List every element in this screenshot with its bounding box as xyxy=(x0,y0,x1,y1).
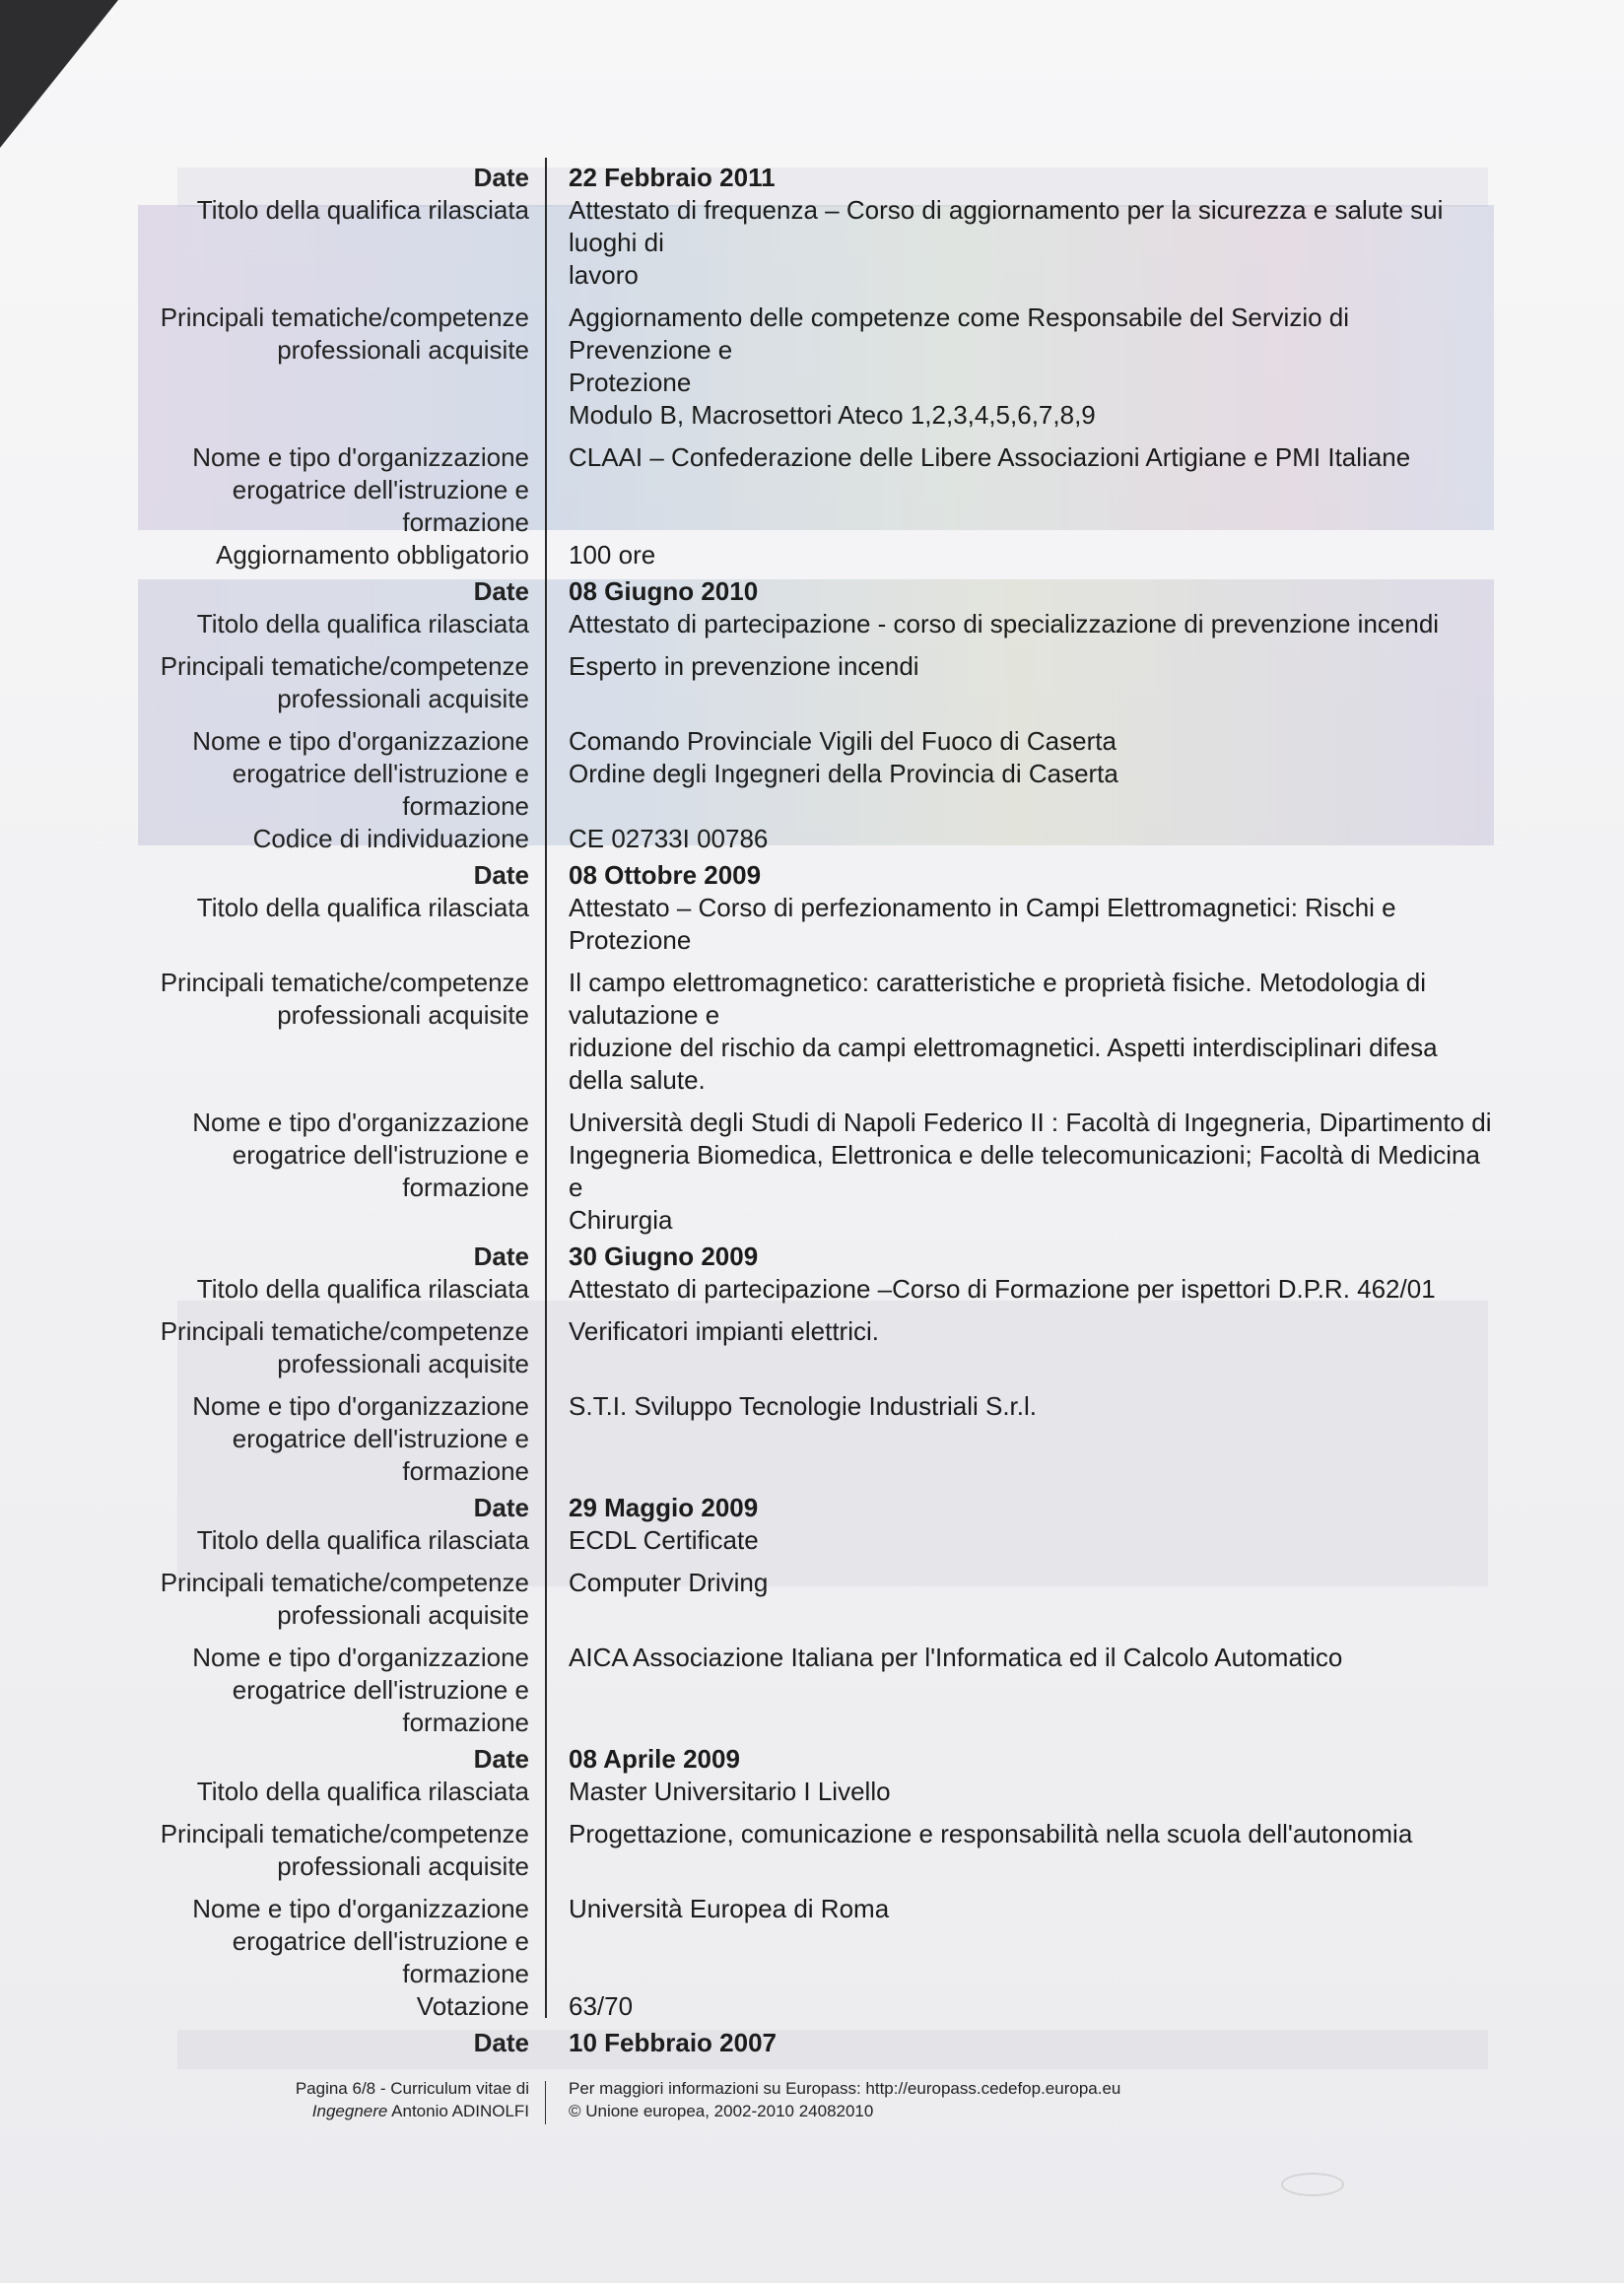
footer-copyright: © Unione europea, 2002-2010 24082010 xyxy=(569,2102,874,2120)
scan-smudge xyxy=(1281,2173,1344,2196)
entry-field-row xyxy=(99,1642,1518,1739)
field-value xyxy=(547,1567,1495,1632)
field-value xyxy=(547,1776,1495,1808)
field-label: Nome e tipo d'organizzazione erogatrice dell'istruzione e formazione xyxy=(192,1894,529,1988)
entry-date-row xyxy=(99,162,1518,194)
field-value xyxy=(547,194,1495,292)
entry-field-row xyxy=(99,1390,1518,1488)
field-label: Nome e tipo d'organizzazione erogatrice dell'istruzione e formazione xyxy=(192,1391,529,1486)
field-value-line: Protezione xyxy=(569,368,692,397)
date-value: 08 Ottobre 2009 xyxy=(569,860,762,890)
field-value-line: S.T.I. Sviluppo Tecnologie Industriali S.r.l. xyxy=(569,1391,1037,1421)
field-value-line: Attestato di partecipazione - corso di specializzazione di prevenzione incendi xyxy=(569,609,1440,638)
field-value-line: Attestato di frequenza – Corso di aggiornamento per la sicurezza e salute sui luoghi di xyxy=(569,195,1444,257)
entry-field-row xyxy=(99,823,1518,855)
footer-right xyxy=(547,2077,1120,2122)
entry-field-row xyxy=(99,1776,1518,1808)
field-value-line: Master Universitario I Livello xyxy=(569,1777,891,1806)
field-value xyxy=(547,1315,1495,1380)
field-value-line: Chirurgia xyxy=(569,1205,673,1235)
field-value xyxy=(547,823,1495,855)
entry-date-row xyxy=(99,2027,1518,2059)
entry-field-row xyxy=(99,1893,1518,1990)
field-label: Titolo della qualifica rilasciata xyxy=(196,1525,529,1555)
field-value xyxy=(547,650,1495,715)
field-value xyxy=(547,1990,1495,2023)
page-footer xyxy=(99,2077,1518,2122)
footer-author-title: Ingegnere xyxy=(311,2102,388,2120)
entry-field-row xyxy=(99,725,1518,823)
field-label: Titolo della qualifica rilasciata xyxy=(196,1274,529,1304)
date-label: Date xyxy=(473,1744,529,1774)
field-label: Principali tematiche/competenze professionali acquisite xyxy=(160,1568,529,1630)
field-value-line: Aggiornamento delle competenze come Responsabile del Servizio di Prevenzione e xyxy=(569,302,1350,365)
field-value-line: lavoro xyxy=(569,260,639,290)
field-value xyxy=(547,1273,1495,1306)
field-label: Titolo della qualifica rilasciata xyxy=(196,1777,529,1806)
field-label: Titolo della qualifica rilasciata xyxy=(196,195,529,225)
date-value: 08 Giugno 2010 xyxy=(569,576,759,606)
entry-field-row xyxy=(99,967,1518,1097)
entry-field-row xyxy=(99,650,1518,715)
date-label: Date xyxy=(473,1242,529,1271)
field-label: Votazione xyxy=(416,1991,529,2021)
entry-field-row xyxy=(99,539,1518,571)
entry-field-row xyxy=(99,608,1518,640)
field-value-line: Computer Driving xyxy=(569,1568,769,1597)
field-value-line: AICA Associazione Italiana per l'Informatica ed il Calcolo Automatico xyxy=(569,1643,1343,1672)
date-value: 08 Aprile 2009 xyxy=(569,1744,740,1774)
field-value xyxy=(547,1524,1495,1557)
entry-field-row xyxy=(99,441,1518,539)
field-value xyxy=(547,1390,1495,1488)
footer-page-info: Pagina 6/8 - Curriculum vitae di xyxy=(295,2079,529,2098)
field-label: Aggiornamento obbligatorio xyxy=(216,540,529,570)
field-value xyxy=(547,1818,1495,1883)
field-value xyxy=(547,892,1495,957)
field-value-line: CLAAI – Confederazione delle Libere Associazioni Artigiane e PMI Italiane xyxy=(569,442,1411,472)
field-label: Nome e tipo d'organizzazione erogatrice dell'istruzione e formazione xyxy=(192,442,529,537)
field-value-line: ECDL Certificate xyxy=(569,1525,759,1555)
date-label: Date xyxy=(473,860,529,890)
field-label: Titolo della qualifica rilasciata xyxy=(196,609,529,638)
field-label: Nome e tipo d'organizzazione erogatrice dell'istruzione e formazione xyxy=(192,1108,529,1202)
field-value xyxy=(547,1107,1495,1237)
entry-field-row xyxy=(99,892,1518,957)
entry-field-row xyxy=(99,1990,1518,2023)
entry-field-row xyxy=(99,1273,1518,1306)
date-label: Date xyxy=(473,576,529,606)
field-label: Principali tematiche/competenze professionali acquisite xyxy=(160,1316,529,1378)
field-value-line: riduzione del rischio da campi elettromagnetici. Aspetti interdisciplinari difesa della salute. xyxy=(569,1033,1438,1095)
education-section xyxy=(99,158,1518,2059)
field-value xyxy=(547,967,1495,1097)
field-value-line: CE 02733I 00786 xyxy=(569,824,769,853)
field-label: Nome e tipo d'organizzazione erogatrice dell'istruzione e formazione xyxy=(192,1643,529,1737)
entry-date-row xyxy=(99,1743,1518,1776)
field-label: Principali tematiche/competenze professionali acquisite xyxy=(160,651,529,713)
field-value xyxy=(547,1893,1495,1990)
footer-left xyxy=(99,2077,547,2122)
folded-corner xyxy=(0,0,118,148)
field-value-line: Esperto in prevenzione incendi xyxy=(569,651,919,681)
entry-field-row xyxy=(99,1315,1518,1380)
field-label: Principali tematiche/competenze professionali acquisite xyxy=(160,302,529,365)
field-value-line: Verificatori impianti elettrici. xyxy=(569,1316,879,1346)
field-value-line: Il campo elettromagnetico: caratteristiche e proprietà fisiche. Metodologia di valutazione e xyxy=(569,968,1426,1030)
entry-date-row xyxy=(99,575,1518,608)
entry-date-row xyxy=(99,859,1518,892)
field-value xyxy=(547,1642,1495,1739)
field-value xyxy=(547,725,1495,823)
field-value-line: Università degli Studi di Napoli Federico II : Facoltà di Ingegneria, Dipartimento di xyxy=(569,1108,1492,1137)
field-value-line: Ingegneria Biomedica, Elettronica e delle telecomunicazioni; Facoltà di Medicina e xyxy=(569,1140,1480,1202)
field-value-line: 100 ore xyxy=(569,540,656,570)
field-value-line: 63/70 xyxy=(569,1991,634,2021)
field-value xyxy=(547,441,1495,539)
date-value: 29 Maggio 2009 xyxy=(569,1493,759,1522)
field-value xyxy=(547,302,1495,432)
entry-field-row xyxy=(99,194,1518,292)
entry-date-row xyxy=(99,1241,1518,1273)
field-value-line: Attestato di partecipazione –Corso di Formazione per ispettori D.P.R. 462/01 xyxy=(569,1274,1436,1304)
date-value: 22 Febbraio 2011 xyxy=(569,163,776,192)
entry-date-row xyxy=(99,1492,1518,1524)
entry-field-row xyxy=(99,1524,1518,1557)
entry-field-row xyxy=(99,1567,1518,1632)
footer-europass-link: Per maggiori informazioni su Europass: http://europass.cedefop.europa.eu xyxy=(569,2079,1121,2098)
date-value: 30 Giugno 2009 xyxy=(569,1242,759,1271)
entry-field-row xyxy=(99,302,1518,432)
field-value xyxy=(547,539,1495,571)
date-label: Date xyxy=(473,163,529,192)
field-value-line: Attestato – Corso di perfezionamento in Campi Elettromagnetici: Rischi e Protezione xyxy=(569,893,1396,955)
footer-author xyxy=(99,2100,529,2122)
field-value-line: Modulo B, Macrosettori Ateco 1,2,3,4,5,6,7,8,9 xyxy=(569,400,1096,430)
field-label: Codice di individuazione xyxy=(252,824,529,853)
field-label: Nome e tipo d'organizzazione erogatrice dell'istruzione e formazione xyxy=(192,726,529,821)
date-label: Date xyxy=(473,2028,529,2057)
field-value xyxy=(547,608,1495,640)
footer-author-name: Antonio ADINOLFI xyxy=(391,2102,529,2120)
field-value-line: Comando Provinciale Vigili del Fuoco di Caserta xyxy=(569,726,1116,756)
field-value-line: Progettazione, comunicazione e responsabilità nella scuola dell'autonomia xyxy=(569,1819,1413,1848)
field-label: Titolo della qualifica rilasciata xyxy=(196,893,529,922)
field-label: Principali tematiche/competenze professionali acquisite xyxy=(160,968,529,1030)
date-label: Date xyxy=(473,1493,529,1522)
field-value-line: Ordine degli Ingegneri della Provincia di Caserta xyxy=(569,759,1118,788)
entry-field-row xyxy=(99,1818,1518,1883)
field-value-line: Università Europea di Roma xyxy=(569,1894,890,1923)
entry-field-row xyxy=(99,1107,1518,1237)
field-label: Principali tematiche/competenze professionali acquisite xyxy=(160,1819,529,1881)
date-value: 10 Febbraio 2007 xyxy=(569,2028,777,2057)
